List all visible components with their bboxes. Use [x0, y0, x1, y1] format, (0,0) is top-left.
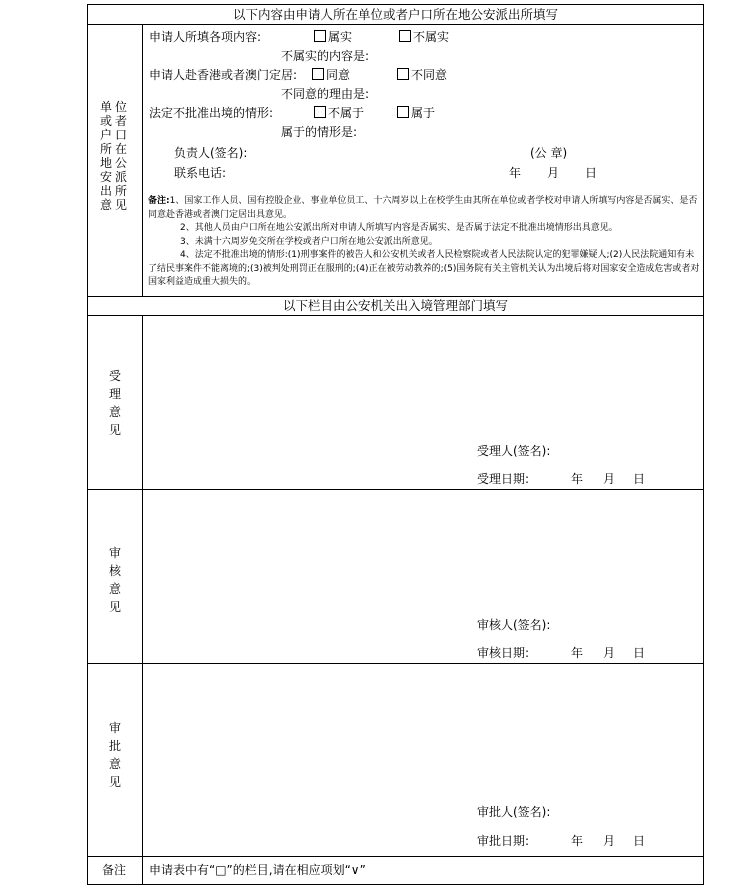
note-title: 备注: — [148, 196, 170, 206]
phone-label: 联系电话: — [174, 166, 227, 180]
note-1 — [148, 195, 700, 222]
side-label-line: 地公 — [99, 156, 130, 170]
review-date-label: 审核日期: — [477, 646, 530, 660]
label-char: 见 — [108, 600, 121, 614]
label-char: 意 — [108, 757, 121, 771]
rule-review-bottom — [88, 663, 703, 664]
option-not-true[interactable] — [399, 30, 449, 44]
date-month: 月 — [547, 166, 560, 180]
option-disagree[interactable] — [397, 68, 447, 82]
option-not-belong[interactable] — [314, 106, 364, 120]
option-label: 属于 — [411, 106, 436, 120]
rule-section1-bottom — [88, 296, 703, 297]
accept-opinion-label — [88, 367, 142, 439]
label-char: 意 — [108, 582, 121, 596]
rule-header2 — [88, 315, 703, 316]
note-text: 1、国家工作人员、国有控股企业、事业单位员工、十六周岁以上在校学生由其所在单位或者学校对申请人所填写内容是否属实、是否同意赴香港或者澳门定居出具意见。 — [148, 196, 698, 220]
disagree-reason-label: 不同意的理由是: — [281, 87, 370, 101]
section1-header: 以下内容由申请人所在单位或者户口所在地公安派出所填写 — [232, 7, 558, 22]
content-truth-label: 申请人所填各项内容: — [149, 30, 262, 44]
option-true[interactable] — [314, 30, 352, 44]
approve-date-label: 审批日期: — [477, 834, 530, 848]
label-char: 审 — [108, 546, 121, 560]
side-label-line: 单位 — [99, 100, 130, 114]
approve-signer-label: 审批人(签名): — [477, 805, 551, 819]
accept-date-day: 日 — [633, 472, 646, 486]
rule-approve-bottom — [88, 856, 703, 857]
side-label-line: 意见 — [99, 198, 130, 212]
option-label: 属实 — [328, 30, 353, 44]
approve-date-month: 月 — [603, 834, 616, 848]
option-label: 不属于 — [328, 106, 365, 120]
side-label-line: 安派 — [99, 170, 130, 184]
exit-prohibit-label: 法定不批准出境的情形: — [149, 106, 274, 120]
official-seal: (公 章) — [530, 146, 568, 160]
review-date-year: 年 — [571, 646, 584, 660]
label-char: 见 — [108, 775, 121, 789]
section1-notes — [148, 195, 700, 290]
option-label: 同意 — [326, 68, 351, 82]
accept-date-year: 年 — [571, 472, 584, 486]
label-char: 核 — [108, 564, 121, 578]
rule-col-s1 — [142, 24, 143, 296]
untrue-content-label: 不属实的内容是: — [281, 49, 370, 63]
review-date-day: 日 — [633, 646, 646, 660]
checkbox-icon[interactable] — [314, 106, 326, 118]
side-label-line: 户口 — [99, 128, 130, 142]
approve-opinion-label — [88, 719, 142, 791]
responsible-signature-label: 负责人(签名): — [174, 146, 248, 160]
checkbox-icon[interactable] — [314, 30, 326, 42]
side-label-line: 所在 — [99, 142, 130, 156]
label-char: 审 — [108, 721, 121, 735]
review-signer-label: 审核人(签名): — [477, 618, 551, 632]
belong-situation-label: 属于的情形是: — [281, 125, 358, 139]
option-belong[interactable] — [397, 106, 435, 120]
note-3: 3、未满十六周岁免交所在学校或者户口所在地公安派出所意见。 — [180, 236, 438, 247]
option-agree[interactable] — [312, 68, 350, 82]
accept-date-month: 月 — [603, 472, 616, 486]
footer-label: 备注 — [102, 863, 127, 877]
label-char: 见 — [108, 423, 121, 437]
review-opinion-label — [88, 544, 142, 616]
rule-accept-bottom — [88, 489, 703, 490]
label-char: 理 — [108, 387, 121, 401]
date-year: 年 — [509, 166, 522, 180]
rule-col-s2 — [142, 315, 143, 884]
note-2: 2、其他人员由户口所在地公安派出所对申请人所填写内容是否属实、是否属于法定不批准出境情形出具意见。 — [180, 223, 618, 233]
settle-consent-label: 申请人赴香港或者澳门定居: — [149, 68, 298, 82]
option-label: 不属实 — [413, 30, 450, 44]
footer-text: 申请表中有“□”的栏目,请在相应项划“∨” — [149, 863, 366, 877]
review-date-month: 月 — [603, 646, 616, 660]
label-char: 批 — [108, 739, 121, 753]
approve-date-day: 日 — [633, 834, 646, 848]
side-label-line: 或者 — [99, 114, 130, 128]
checkbox-icon[interactable] — [397, 68, 409, 80]
label-char: 意 — [108, 405, 121, 419]
rule-header1 — [88, 24, 703, 25]
accept-date-label: 受理日期: — [477, 472, 530, 486]
checkbox-icon[interactable] — [312, 68, 324, 80]
option-label: 不同意 — [411, 68, 448, 82]
section1-side-label — [88, 100, 142, 212]
label-char: 受 — [108, 369, 121, 383]
accept-signer-label: 受理人(签名): — [477, 444, 551, 458]
date-day: 日 — [585, 166, 598, 180]
checkbox-icon[interactable] — [397, 106, 409, 118]
section2-header: 以下栏目由公安机关出入境管理部门填写 — [282, 298, 508, 313]
checkbox-icon[interactable] — [399, 30, 411, 42]
side-label-line: 出所 — [99, 184, 130, 198]
note-4: 4、法定不批准出境的情形:(1)刑事案件的被告人和公安机关或者人民检察院或者人民法院认定的犯罪嫌疑人;(2)人民法院通知有未了结民事案件不能离境的;(3)被判处刑罚正在服刑的;(4)正在被劳动教养的;(5)国务院有关主管机关认为出境后将对国家安全造成危害或者对国家利益造成重大损失的。 — [148, 250, 700, 287]
approve-date-year: 年 — [571, 834, 584, 848]
application-form — [87, 4, 704, 885]
